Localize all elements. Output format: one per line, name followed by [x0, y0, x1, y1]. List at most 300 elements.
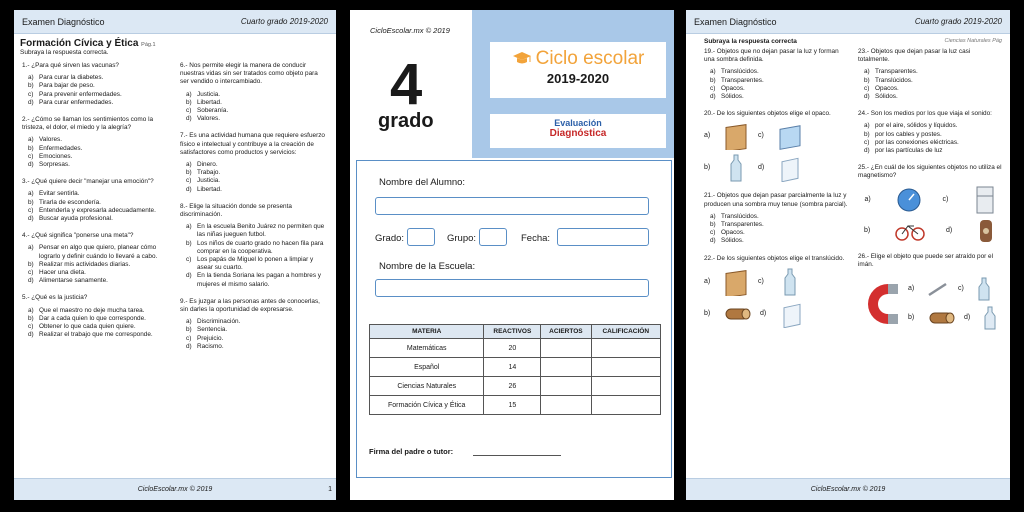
option-text: Que el maestro no deje mucha tarea.	[39, 306, 145, 314]
answer-option[interactable]	[186, 91, 328, 99]
option-text: Sólidos.	[721, 93, 744, 101]
answer-option[interactable]	[864, 77, 1002, 85]
answer-option[interactable]	[864, 139, 1002, 147]
wood-log-icon[interactable]	[722, 303, 752, 325]
exam-page-ciencias	[686, 10, 1010, 500]
answer-option[interactable]	[186, 223, 328, 239]
option-letter: c)	[186, 334, 192, 342]
opt-letter: a)	[864, 195, 871, 203]
opt-letter: d)	[760, 309, 767, 317]
option-stack	[908, 273, 998, 334]
option-text: Valores.	[39, 136, 62, 144]
opt-letter: b)	[908, 313, 915, 321]
brand-box	[490, 42, 666, 98]
column-header: ACIERTOS	[541, 325, 591, 339]
option-letter: c)	[28, 323, 34, 331]
option-letter: b)	[864, 130, 870, 138]
option-letter: a)	[186, 223, 192, 231]
answer-option[interactable]	[28, 99, 170, 107]
answer-option[interactable]	[28, 323, 170, 331]
column-header: CALIFICACIÓN	[591, 325, 660, 339]
answer-option[interactable]	[186, 99, 328, 107]
bottle-icon[interactable]	[722, 153, 750, 183]
student-name-label: Nombre del Alumno:	[379, 177, 466, 188]
answer-option[interactable]	[710, 221, 848, 229]
compass-icon[interactable]	[896, 187, 922, 213]
bottle-icon[interactable]	[976, 276, 992, 302]
option-letter: d)	[28, 98, 34, 106]
subject-title: Formación Cívica y Ética	[20, 38, 139, 49]
option-text: Racismo.	[197, 342, 224, 350]
answer-option[interactable]	[186, 177, 328, 185]
opt-letter: b)	[704, 309, 711, 317]
option-text: por el aire, sólidos y líquidos.	[875, 122, 958, 130]
answer-option[interactable]	[28, 315, 170, 323]
table-cell: 20	[484, 339, 541, 358]
option-letter: b)	[710, 221, 716, 229]
score-table-body	[370, 339, 661, 415]
answer-option[interactable]	[186, 240, 328, 256]
opt-letter: c)	[758, 277, 764, 285]
answer-options	[22, 136, 170, 169]
option-letter: c)	[710, 84, 716, 92]
option-letter: c)	[28, 206, 34, 214]
answer-option[interactable]	[710, 237, 848, 245]
answer-option[interactable]	[186, 161, 328, 169]
option-text: Tirarla de escondería.	[39, 198, 101, 206]
opt-letter: a)	[704, 132, 711, 140]
score-table	[369, 324, 661, 415]
option-letter: d)	[864, 93, 870, 101]
options-row	[704, 267, 848, 297]
answer-option[interactable]	[186, 272, 328, 288]
group-label: Grupo:	[447, 233, 477, 244]
option-text: Para curar enfermedades.	[39, 98, 114, 106]
option-letter: d)	[186, 185, 192, 193]
answer-option[interactable]	[710, 93, 848, 101]
grade-label: Grado:	[375, 233, 405, 244]
answer-option[interactable]	[710, 85, 848, 93]
options-row	[704, 300, 848, 328]
question-text: 21.- Objetos que dejan pasar parcialmente la luz y producen una sombra muy tenue (sombra parcial).	[704, 192, 848, 208]
question-text: 7.- Es una actividad humana que requiere esfuerzo físico e intelectual y contribuye a la creación de satisfactores como productos y servicios:	[180, 132, 325, 156]
option-letter: b)	[186, 169, 192, 177]
score-cell[interactable]	[591, 339, 660, 358]
answer-option[interactable]	[28, 261, 170, 269]
question-23	[858, 48, 1002, 101]
answer-options	[22, 74, 170, 107]
table-cell: Formación Cívica y Ética	[370, 396, 484, 415]
option-letter: a)	[864, 68, 870, 76]
exam-cover-page	[350, 10, 674, 500]
column-header: MATERIA	[370, 325, 484, 339]
table-row	[370, 377, 661, 396]
answer-option[interactable]	[28, 153, 170, 161]
answer-option[interactable]	[186, 186, 328, 194]
option-letter: d)	[28, 215, 34, 223]
glass-bottle-icon[interactable]	[982, 305, 998, 331]
header-right: Cuarto grado 2019-2020	[914, 17, 1002, 26]
option-letter: b)	[186, 98, 192, 106]
question-column-1	[694, 48, 848, 343]
option-letter: a)	[710, 68, 716, 76]
answer-options	[22, 190, 170, 223]
option-letter: d)	[28, 161, 34, 169]
subject-tag: Ciencias Naturales Pág	[944, 38, 1002, 44]
answer-option[interactable]	[28, 74, 170, 82]
question-columns	[686, 45, 1010, 343]
option-text: Alimentarse sanamente.	[39, 277, 108, 285]
answer-option[interactable]	[28, 82, 170, 90]
option-text: Pensar en algo que quiero, planear cómo lograrlo y definir cuándo lo llevaré a cabo.	[39, 244, 158, 260]
option-text: Sólidos.	[721, 237, 744, 245]
opt-letter: b)	[864, 226, 871, 234]
option-letter: d)	[28, 277, 34, 285]
question	[180, 203, 328, 289]
question-text: 23.- Objetos que dejan pasar la luz casi totalmente.	[858, 48, 971, 64]
option-letter: a)	[186, 318, 192, 326]
answer-option[interactable]	[864, 68, 1002, 76]
window-glass-icon[interactable]	[776, 122, 804, 150]
table-cell: Ciencias Naturales	[370, 377, 484, 396]
option-text: Dar a cada quien lo que corresponde.	[39, 314, 146, 322]
option-letter: a)	[186, 90, 192, 98]
question-text: 2.- ¿Cómo se llaman los sentimientos como la tristeza, el dolor, el miedo y la alegría?	[22, 116, 154, 132]
signature-line[interactable]	[473, 455, 561, 456]
option-text: En la escuela Benito Juárez no permiten que las niñas jueguen futbol.	[197, 223, 325, 239]
answer-option[interactable]	[28, 307, 170, 315]
answer-option[interactable]	[710, 229, 848, 237]
option-text: Evitar sentirla.	[39, 190, 80, 198]
option-letter: a)	[28, 136, 34, 144]
opt-letter: c)	[942, 195, 949, 203]
page-footer	[14, 478, 336, 500]
answer-options	[22, 244, 170, 285]
opt-letter: d)	[946, 226, 953, 234]
option-letter: a)	[28, 74, 34, 82]
wood-log-icon[interactable]	[926, 308, 956, 328]
answer-option[interactable]	[186, 115, 328, 123]
option-letter: b)	[28, 144, 34, 152]
signature-label: Firma del padre o tutor:	[369, 447, 454, 456]
table-cell: 26	[484, 377, 541, 396]
options-row	[704, 122, 848, 150]
option-text: Buscar ayuda profesional.	[39, 215, 113, 223]
opt-letter: d)	[964, 313, 971, 321]
answer-options	[22, 307, 170, 340]
answer-option[interactable]	[186, 318, 328, 326]
option-letter: b)	[864, 76, 870, 84]
option-letter: d)	[710, 93, 716, 101]
question-24	[858, 110, 1002, 155]
question-text: 26.- Elige el objeto que puede ser atraído por el imán.	[858, 252, 994, 268]
bicycle-icon[interactable]	[894, 220, 926, 242]
answer-option[interactable]	[28, 207, 170, 215]
answer-option[interactable]	[710, 77, 848, 85]
question	[180, 132, 328, 193]
option-letter: c)	[864, 84, 870, 92]
score-cell[interactable]	[591, 358, 660, 377]
student-form	[356, 160, 672, 478]
option-letter: d)	[186, 115, 192, 123]
answer-option[interactable]	[28, 161, 170, 169]
glass-pane-icon[interactable]	[778, 300, 806, 328]
question	[180, 298, 328, 351]
option-text: por las conexiones eléctricas.	[875, 138, 959, 146]
column-header: REACTIVOS	[484, 325, 541, 339]
page-header	[686, 10, 1010, 34]
option-letter: a)	[28, 244, 34, 252]
exam-page-civica	[14, 10, 336, 500]
answer-option[interactable]	[186, 326, 328, 334]
answer-options	[180, 223, 328, 289]
answer-options	[858, 68, 1002, 101]
evaluation-box	[490, 114, 666, 148]
option-text: Los niños de cuarto grado no hacen fila para comprar en la cooperativa.	[197, 239, 324, 255]
option-letter: c)	[28, 90, 34, 98]
score-cell[interactable]	[591, 377, 660, 396]
option-text: Libertad.	[197, 98, 222, 106]
option-text: Realizar el trabajo que me corresponde.	[39, 331, 153, 339]
brand-logo	[490, 48, 666, 70]
answer-options	[180, 318, 328, 351]
question-text: 22.- De los siguientes objetos elige el translúcido.	[704, 254, 845, 262]
grade-field[interactable]	[407, 228, 435, 246]
footer-text: CicloEscolar.mx © 2019	[810, 486, 886, 493]
page-title	[14, 34, 336, 49]
answer-option[interactable]	[710, 68, 848, 76]
table-cell: Matemáticas	[370, 339, 484, 358]
opt-letter: d)	[758, 164, 765, 172]
option-text: Transparentes.	[721, 76, 764, 84]
answer-option[interactable]	[186, 335, 328, 343]
question	[22, 116, 170, 169]
answer-options	[180, 161, 328, 194]
question-text: 19.- Objetos que no dejan pasar la luz y forman una sombra definida.	[704, 48, 839, 64]
option-letter: b)	[28, 260, 34, 268]
header-left: Examen Diagnóstico	[22, 16, 105, 27]
option-letter: a)	[28, 190, 34, 198]
opt-letter: c)	[758, 132, 764, 140]
question	[22, 62, 170, 107]
question-text: 9.- Es juzgar a las personas antes de conocerlas, sin darles la oportunidad de expresarse.	[180, 297, 320, 314]
option-text: Transparentes.	[721, 221, 764, 229]
question-text: 4.- ¿Qué significa "ponerse una meta"?	[22, 232, 134, 240]
answer-option[interactable]	[28, 190, 170, 198]
option-text: Valores.	[197, 115, 220, 123]
answer-option[interactable]	[186, 256, 328, 272]
option-text: Transparentes.	[875, 68, 918, 76]
answer-options	[180, 91, 328, 124]
brand-name: Ciclo escolar	[535, 48, 645, 69]
option-text: En la tienda Soriana les pagan a hombres y mujeres el mismo salario.	[197, 272, 321, 288]
score-cell[interactable]	[591, 396, 660, 415]
answer-option[interactable]	[186, 169, 328, 177]
graduation-cap-icon	[512, 51, 532, 67]
question-22	[704, 255, 848, 328]
table-row	[370, 358, 661, 377]
option-text: Dinero.	[197, 161, 218, 169]
option-text: Emociones.	[39, 152, 73, 160]
title-page-number: Pág.1	[141, 42, 156, 48]
option-text: Para prevenir enfermedades.	[39, 90, 122, 98]
question-text: 25.- ¿En cuál de los siguientes objetos no utiliza el magnetismo?	[858, 164, 1002, 180]
options-row	[908, 276, 998, 302]
option-letter: d)	[186, 342, 192, 350]
option-text: Justicia.	[197, 177, 221, 185]
site-credit: CicloEscolar.mx © 2019	[370, 26, 450, 35]
answer-option[interactable]	[28, 91, 170, 99]
score-cell[interactable]	[541, 377, 591, 396]
option-letter: b)	[28, 314, 34, 322]
option-letter: c)	[186, 256, 192, 264]
option-text: Translúcidos.	[875, 76, 913, 84]
option-text: Translúcidos.	[721, 212, 759, 220]
option-letter: b)	[186, 239, 192, 247]
question-26	[858, 253, 1002, 334]
option-text: Libertad.	[197, 185, 222, 193]
date-field[interactable]	[557, 228, 649, 246]
question-columns	[14, 58, 336, 360]
answer-option[interactable]	[864, 85, 1002, 93]
options-row	[908, 305, 998, 331]
score-cell[interactable]	[541, 396, 591, 415]
options-row	[858, 185, 1002, 215]
option-text: Soberanía.	[197, 107, 229, 115]
option-text: Sorpresas.	[39, 161, 70, 169]
answer-option[interactable]	[864, 131, 1002, 139]
glass-pane-icon[interactable]	[776, 154, 804, 182]
option-letter: a)	[28, 306, 34, 314]
question-column-2	[848, 48, 1002, 343]
nail-icon[interactable]	[926, 280, 950, 298]
grade-word: grado	[378, 110, 434, 132]
footer-text: CicloEscolar.mx © 2019	[137, 486, 213, 493]
option-letter: d)	[710, 237, 716, 245]
answer-option[interactable]	[28, 277, 170, 285]
options-row	[704, 153, 848, 183]
score-cell[interactable]	[541, 358, 591, 377]
option-text: Sentencia.	[197, 326, 228, 334]
question-text: 20.- De los siguientes objetos elige el opaco.	[704, 110, 831, 118]
option-letter: c)	[28, 269, 34, 277]
answer-option[interactable]	[864, 122, 1002, 130]
option-letter: a)	[186, 161, 192, 169]
option-text: Para bajar de peso.	[39, 82, 95, 90]
question	[22, 294, 170, 339]
answer-option[interactable]	[28, 331, 170, 339]
answer-option[interactable]	[28, 244, 170, 260]
question-text: 5.- ¿Qué es la justicia?	[22, 294, 88, 302]
question-text: 6.- Nos permite elegir la manera de conducir nuestras vidas sin ser tratados como objeto para ser vendido o intercambiado.	[180, 62, 318, 86]
answer-option[interactable]	[28, 215, 170, 223]
option-letter: c)	[710, 229, 716, 237]
option-text: Opacos.	[875, 84, 899, 92]
question	[180, 62, 328, 123]
bottle-icon[interactable]	[776, 267, 804, 297]
table-cell: Español	[370, 358, 484, 377]
magnet-icon	[858, 276, 904, 332]
answer-option[interactable]	[864, 93, 1002, 101]
wood-board-icon[interactable]	[722, 122, 750, 150]
answer-option[interactable]	[28, 145, 170, 153]
wood-board-icon[interactable]	[722, 268, 750, 296]
option-text: Discriminación.	[197, 318, 241, 326]
option-letter: c)	[28, 152, 34, 160]
answer-option[interactable]	[28, 269, 170, 277]
question-20	[704, 110, 848, 183]
answer-option[interactable]	[28, 136, 170, 144]
option-text: Prejuicio.	[197, 334, 224, 342]
header-right: Cuarto grado 2019-2020	[240, 17, 328, 26]
group-field[interactable]	[479, 228, 507, 246]
question-text: 24.- Son los medios por los que viaja el sonido:	[858, 110, 992, 118]
question-text: 1.- ¿Para qué sirven las vacunas?	[22, 62, 119, 69]
date-label: Fecha:	[521, 233, 551, 244]
option-text: Realizar mis actividades diarias.	[39, 260, 131, 268]
option-text: Trabajo.	[197, 169, 221, 177]
school-name-field[interactable]	[375, 279, 649, 297]
option-text: Obtener lo que cada quien quiere.	[39, 323, 136, 331]
option-letter: b)	[28, 82, 34, 90]
option-text: Entenderla y expresarla adecuadamente.	[39, 206, 156, 214]
option-letter: d)	[864, 147, 870, 155]
table-row	[370, 396, 661, 415]
option-text: Opacos.	[721, 84, 745, 92]
options-row	[858, 218, 1002, 244]
option-text: Translúcidos.	[721, 68, 759, 76]
option-letter: a)	[710, 212, 716, 220]
opt-letter: b)	[704, 164, 711, 172]
option-text: por los cables y postes.	[875, 130, 942, 138]
diagnostic-label: Diagnóstica	[549, 128, 607, 139]
answer-option[interactable]	[28, 199, 170, 207]
evaluation-label: Evaluación	[554, 118, 602, 128]
school-name-label: Nombre de la Escuela:	[379, 261, 476, 272]
instruction: Subraya la respuesta correcta	[704, 38, 797, 45]
question-25	[858, 164, 1002, 243]
table-cell: 14	[484, 358, 541, 377]
option-letter: b)	[710, 76, 716, 84]
instruction: Subraya la respuesta correcta.	[20, 49, 109, 56]
score-cell[interactable]	[541, 339, 591, 358]
refrigerator-icon[interactable]	[974, 185, 996, 215]
answer-option[interactable]	[864, 147, 1002, 155]
question-text: 8.- Elige la situación donde se presenta discriminación.	[180, 202, 292, 219]
doorbell-icon[interactable]	[976, 218, 996, 244]
answer-option[interactable]	[186, 343, 328, 351]
score-table-header	[370, 325, 661, 339]
answer-option[interactable]	[710, 213, 848, 221]
page-header	[14, 10, 336, 34]
answer-option[interactable]	[186, 107, 328, 115]
option-text: Los papás de Miguel lo ponen a limpiar y asear su cuarto.	[197, 256, 314, 272]
question-column-1	[22, 62, 170, 360]
answer-options	[704, 213, 848, 246]
answer-options	[858, 122, 1002, 155]
page-footer	[686, 478, 1010, 500]
option-text: Enfermedades.	[39, 144, 83, 152]
grade-number: 4	[390, 52, 423, 117]
student-name-field[interactable]	[375, 197, 649, 215]
question-column-2	[170, 62, 328, 360]
option-text: Sólidos.	[875, 93, 898, 101]
school-year: 2019-2020	[546, 71, 610, 86]
question	[22, 178, 170, 223]
answer-options	[704, 68, 848, 101]
option-letter: c)	[864, 138, 870, 146]
option-letter: c)	[186, 107, 192, 115]
